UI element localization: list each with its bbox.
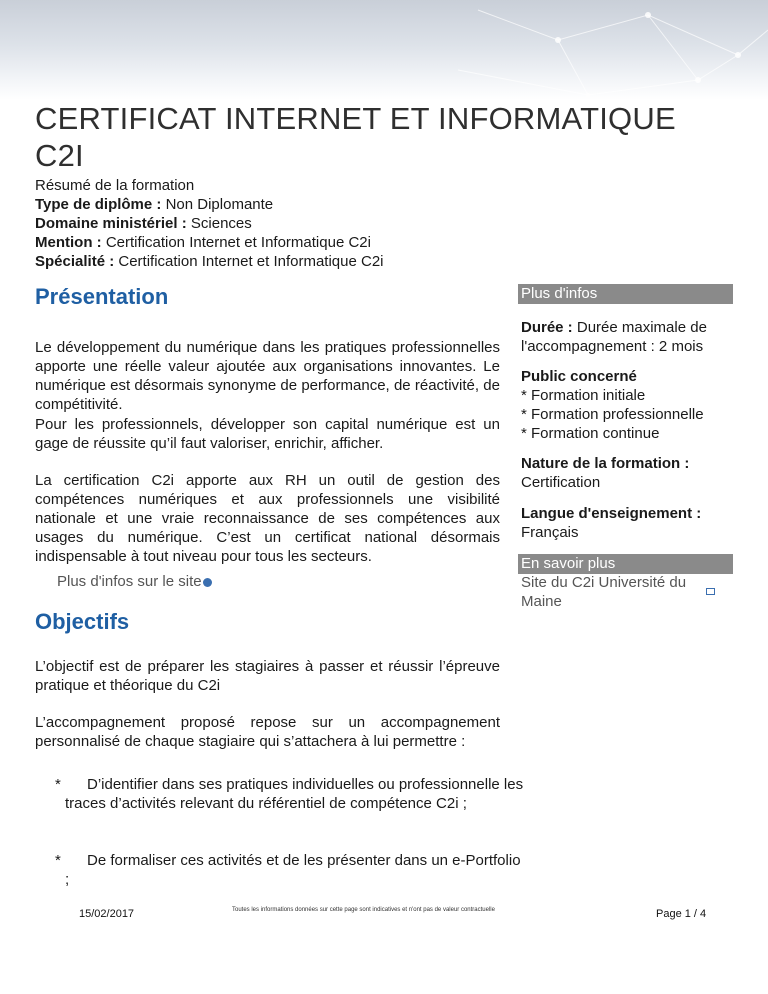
- sidebar-langue: [521, 504, 733, 542]
- summary-value: Certification Internet et Informatique C2i: [105, 234, 371, 251]
- header-banner: [0, 0, 768, 100]
- objectifs-paragraph: L’accompagnement proposé repose sur un accompagnement personnalisé de chaque stagiaire qui s’attachera à lui permettre :: [35, 714, 500, 750]
- summary-value: Non Diplomante: [165, 196, 274, 213]
- sidebar-heading: Plus d'infos: [518, 284, 733, 304]
- summary-label: Spécialité :: [35, 253, 115, 270]
- public-label: Public concerné: [521, 368, 637, 385]
- external-link-icon: [203, 578, 212, 587]
- bullet-mark: *: [55, 852, 61, 869]
- footer-disclaimer: Toutes les informations données sur cette page sont indicatives et n'ont pas de valeur contractuelle: [232, 907, 495, 913]
- list-item: [55, 851, 525, 889]
- network-decoration: [438, 0, 768, 100]
- list-item-text: De formaliser ces activités et de les présenter dans un e-Portfolio ;: [65, 852, 521, 888]
- presentation-paragraph: Pour les professionnels, développer son capital numérique est un gage de réussite qu’il faut valoriser, enrichir, afficher.: [35, 416, 500, 452]
- langue-value: Français: [521, 524, 579, 541]
- list-item: [55, 775, 525, 813]
- more-info-link-label[interactable]: Plus d'infos sur le site: [57, 573, 202, 590]
- objectifs-heading: Objectifs: [35, 609, 130, 634]
- summary-value: Certification Internet et Informatique C2i: [118, 253, 384, 270]
- presentation-paragraph: Le développement du numérique dans les pratiques professionnelles apporte une réelle valeur ajoutée aux organisations innovantes. Le numérique est désormais synonyme de performance, de réactivité, de compétitivité.: [35, 339, 500, 413]
- sidebar-duree: [521, 318, 733, 356]
- presentation-heading: Présentation: [35, 284, 169, 309]
- footer-date: 15/02/2017: [79, 908, 135, 920]
- summary-label: Mention :: [35, 234, 102, 251]
- objectifs-paragraph: L’objectif est de préparer les stagiaires à passer et réussir l’épreuve pratique et théorique du C2i: [35, 658, 500, 694]
- summary-label: Domaine ministériel :: [35, 215, 187, 232]
- sidebar-public: [521, 367, 733, 443]
- nature-value: Certification: [521, 474, 601, 491]
- summary-row: [35, 252, 384, 271]
- duree-value: Durée maximale de l'accompagnement : 2 mois: [521, 319, 707, 355]
- nature-label: Nature de la formation :: [521, 455, 690, 472]
- c2i-site-link[interactable]: Site du C2i Université du Maine: [521, 574, 687, 610]
- page-title: CERTIFICAT INTERNET ET INFORMATIQUE C2I: [35, 101, 676, 173]
- summary-block: [35, 176, 384, 271]
- external-link-icon: [706, 588, 715, 595]
- bullet-mark: *: [55, 776, 61, 793]
- summary-row: [35, 214, 384, 233]
- summary-row: [35, 233, 384, 252]
- public-item: * Formation continue: [521, 425, 660, 442]
- langue-label: Langue d'enseignement :: [521, 505, 702, 522]
- public-item: * Formation initiale: [521, 387, 646, 404]
- savoir-plus-heading: En savoir plus: [518, 554, 733, 574]
- summary-label: Type de diplôme :: [35, 196, 162, 213]
- duree-label: Durée :: [521, 319, 573, 336]
- list-item-text: D’identifier dans ses pratiques individuelles ou professionnelle les traces d’activités relevant du référentiel de compétence C2i ;: [65, 776, 524, 812]
- sidebar-nature: [521, 454, 733, 492]
- presentation-paragraph: La certification C2i apporte aux RH un outil de gestion des compétences numériques et aux professionnels une visibilité nationale et une vraie reconnaissance de ses compétences aux usages du numérique. C’est un certificat national désormais indispensable à tout niveau pour tous les secteurs.: [35, 472, 500, 565]
- summary-row: [35, 195, 384, 214]
- page-number: Page 1 / 4: [656, 908, 707, 920]
- more-info-link[interactable]: [57, 573, 212, 590]
- summary-heading: Résumé de la formation: [35, 177, 195, 194]
- public-item: * Formation professionnelle: [521, 406, 704, 423]
- summary-value: Sciences: [190, 215, 252, 232]
